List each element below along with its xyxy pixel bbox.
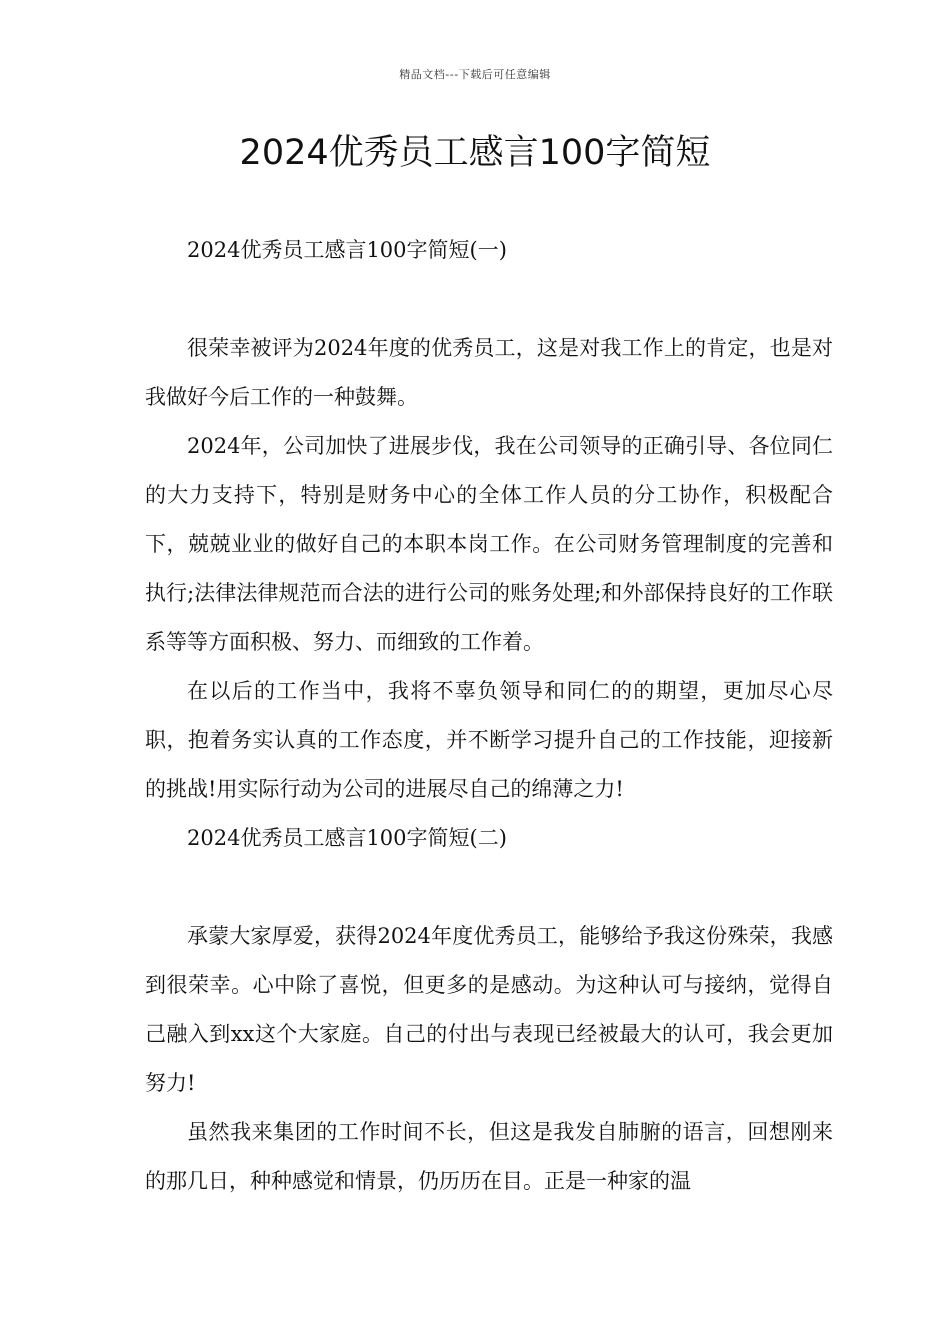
blank-line <box>145 863 833 912</box>
paragraph: 2024年，公司加快了进展步伐，我在公司领导的正确引导、各位同仁的大力支持下，特别是财务中心的全体工作人员的分工协作，积极配合下，兢兢业业的做好自己的本职本岗工作。在公司财务管理制度的完善和执行;法律法律规范而合法的进行公司的账务处理;和外部保持良好的工作联系等等方面积极、努力、而细致的工作着。 <box>145 434 833 654</box>
header-note: 精品文档---下载后可任意编辑 <box>399 68 551 81</box>
section-heading: 2024优秀员工感言100字简短(一) <box>187 238 507 262</box>
paragraph: 在以后的工作当中，我将不辜负领导和同仁的的期望，更加尽心尽职，抱着务实认真的工作态度，并不断学习提升自己的工作技能，迎接新的挑战!用实际行动为公司的进展尽自己的绵薄之力! <box>145 679 833 801</box>
paragraph: 很荣幸被评为2024年度的优秀员工，这是对我工作上的肯定，也是对我做好今后工作的一种鼓舞。 <box>145 336 833 409</box>
paragraph: 虽然我来集团的工作时间不长，但这是我发自肺腑的语言，回想刚来的那几日，种种感觉和情景，仍历历在目。正是一种家的温 <box>145 1120 833 1193</box>
blank-line <box>145 275 833 324</box>
paragraph: 承蒙大家厚爱，获得2024年度优秀员工，能够给予我这份殊荣，我感到很荣幸。心中除了喜悦，但更多的是感动。为这种认可与接纳，觉得自己融入到xx这个大家庭。自己的付出与表现已经被最大的认可，我会更加努力! <box>145 924 833 1095</box>
document-body <box>145 226 833 1206</box>
page-title: 2024优秀员工感言100字简短 <box>239 133 711 173</box>
section-heading: 2024优秀员工感言100字简短(二) <box>187 826 507 850</box>
